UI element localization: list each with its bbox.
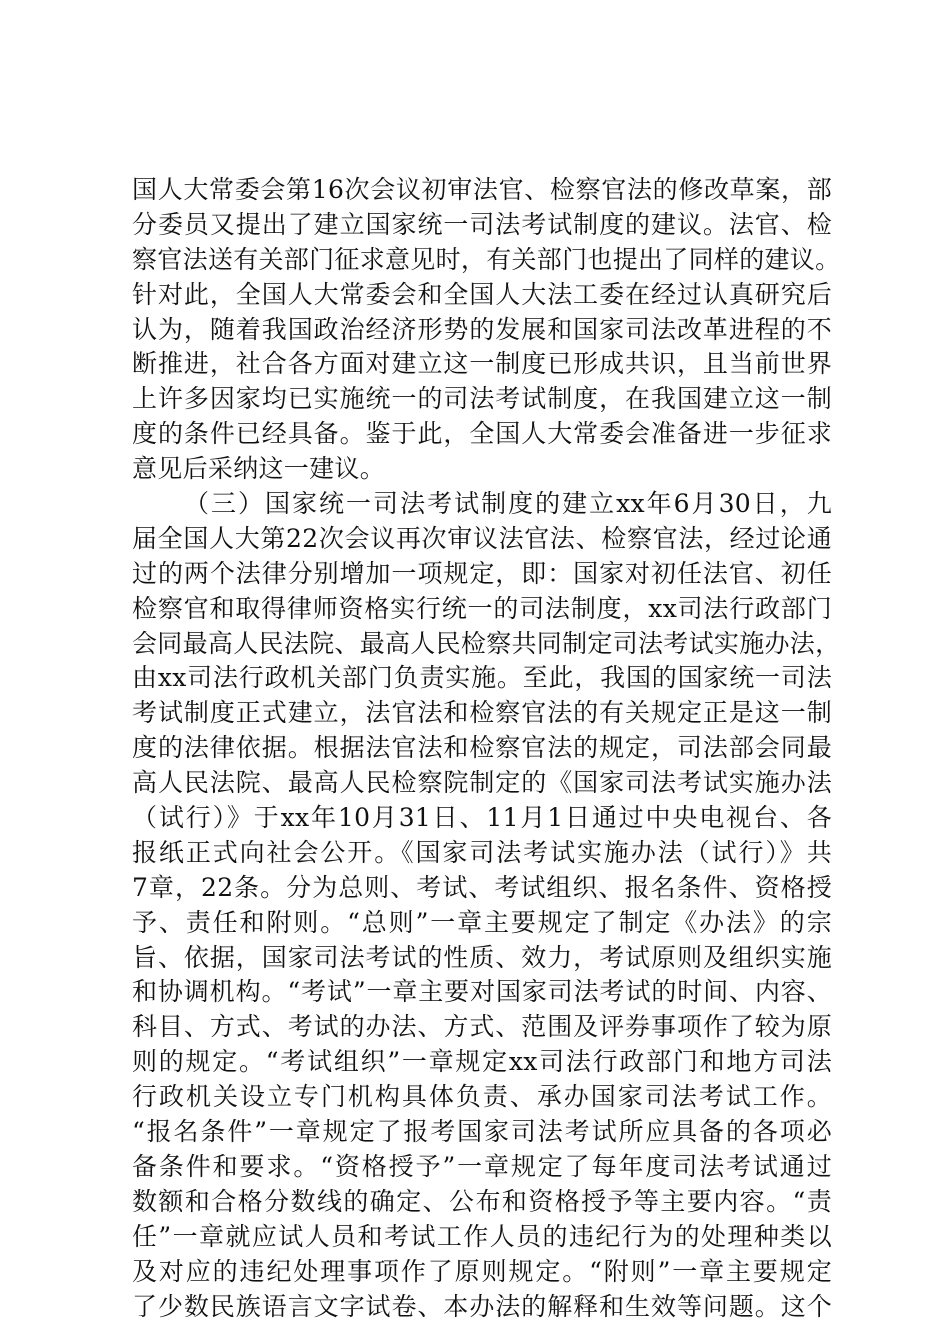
text-line: 针对此，全国人大常委会和全国人大法工委在经过认真研究后 xyxy=(132,279,832,309)
text-line: 和协调机构。“考试”一章主要对国家司法考试的时间、内容、 xyxy=(132,977,832,1007)
text-line: 科目、方式、考试的办法、方式、范围及评券事项作了较为原 xyxy=(132,1012,832,1042)
text-line: 届全国人大第22次会议再次审议法官法、检察官法，经过论通 xyxy=(132,523,832,553)
text-line: “报名条件”一章规定了报考国家司法考试所应具备的各项必 xyxy=(132,1117,832,1147)
text-line: 及对应的违纪处理事项作了原则规定。“附则”一章主要规定 xyxy=(132,1256,832,1286)
text-line: 备条件和要求。“资格授予”一章规定了每年度司法考试通过 xyxy=(132,1151,832,1181)
text-line: 分委员又提出了建立国家统一司法考试制度的建议。法官、检 xyxy=(132,209,832,239)
text-line: 报纸正式向社会公开。《国家司法考试实施办法（试行）》共 xyxy=(132,837,832,867)
text-line: 任”一章就应试人员和考试工作人员的违纪行为的处理种类以 xyxy=(132,1221,832,1251)
text-line: 考试制度正式建立，法官法和检察官法的有关规定正是这一制 xyxy=(132,698,832,728)
text-line: 度的法律依据。根据法官法和检察官法的规定，司法部会同最 xyxy=(132,733,832,763)
text-line: 认为，随着我国政治经济形势的发展和国家司法改革进程的不 xyxy=(132,314,832,344)
text-line: 会同最高人民法院、最高人民检察共同制定司法考试实施办法， xyxy=(132,628,841,658)
text-line: 断推进，社合各方面对建立这一制度已形成共识，且当前世界 xyxy=(132,349,832,379)
text-line: （试行）》于xx年10月31日、11月1日通过中央电视台、各 xyxy=(132,803,832,833)
text-line: 高人民法院、最高人民检察院制定的《国家司法考试实施办法 xyxy=(132,768,832,798)
text-line: （三）国家统一司法考试制度的建立xx年6月30日，九 xyxy=(184,489,832,519)
paragraph-1 xyxy=(132,173,841,487)
text-line: 意见后采纳这一建议。 xyxy=(132,454,386,484)
text-line: 由xx司法行政机关部门负责实施。至此，我国的国家统一司法 xyxy=(132,663,832,693)
text-line: 了少数民族语言文字试卷、本办法的解释和生效等问题。这个 xyxy=(132,1291,832,1321)
text-line: 则的规定。“考试组织”一章规定xx司法行政部门和地方司法 xyxy=(132,1047,832,1077)
text-line: 数额和合格分数线的确定、公布和资格授予等主要内容。“责 xyxy=(132,1186,832,1216)
text-line: 度的条件已经具备。鉴于此，全国人大常委会准备进一步征求 xyxy=(132,419,832,449)
text-line: 检察官和取得律师资格实行统一的司法制度，xx司法行政部门 xyxy=(132,593,832,623)
text-line: 7章，22条。分为总则、考试、考试组织、报名条件、资格授 xyxy=(132,872,832,902)
text-line: 国人大常委会第16次会议初审法官、检察官法的修改草案，部 xyxy=(132,175,832,204)
text-line: 察官法送有关部门征求意见时，有关部门也提出了同样的建议。 xyxy=(132,244,841,274)
text-line: 旨、依据，国家司法考试的性质、效力，考试原则及组织实施 xyxy=(132,942,832,972)
paragraph-2 xyxy=(132,487,841,1324)
text-line: 予、责任和附则。“总则”一章主要规定了制定《办法》的宗 xyxy=(132,907,832,937)
document-body xyxy=(132,173,841,1324)
text-line: 上许多因家均已实施统一的司法考试制度，在我国建立这一制 xyxy=(132,384,832,414)
text-line: 过的两个法律分别增加一项规定，即：国家对初任法官、初任 xyxy=(132,558,832,588)
text-line: 行政机关设立专门机构具体负责、承办国家司法考试工作。 xyxy=(132,1082,832,1112)
